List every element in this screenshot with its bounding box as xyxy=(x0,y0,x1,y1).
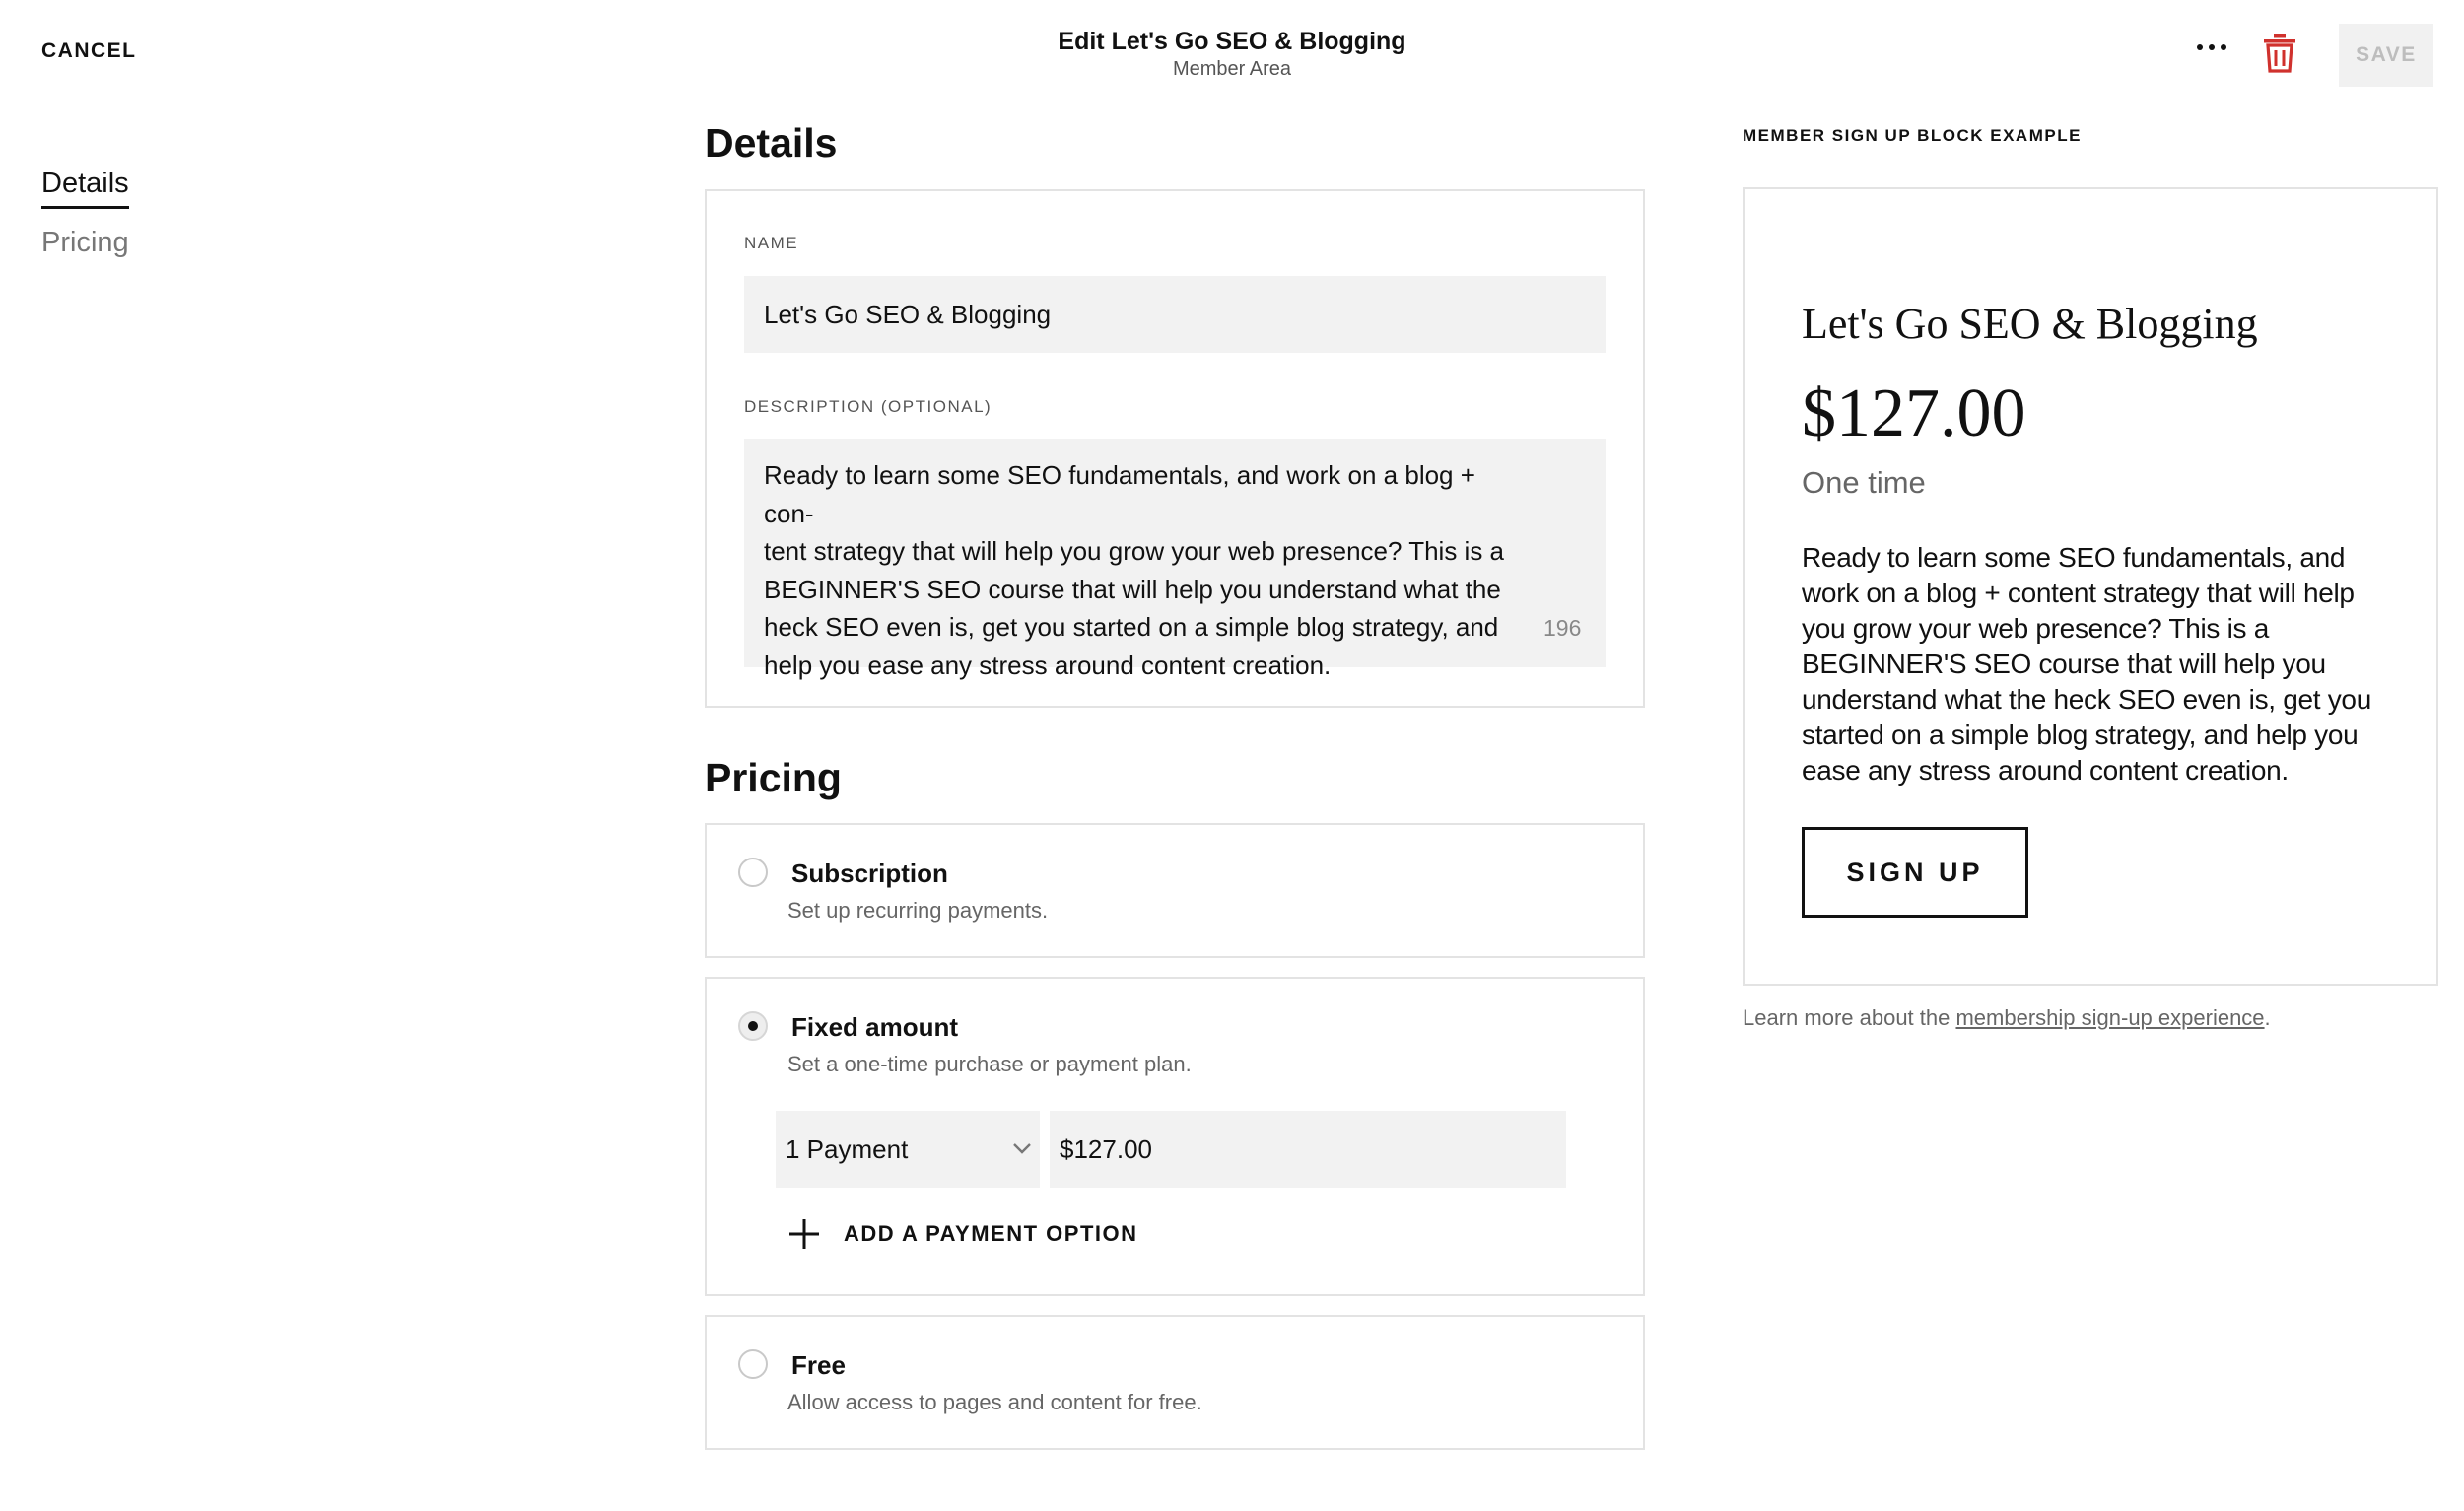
save-button[interactable]: SAVE xyxy=(2339,24,2433,87)
subscription-title: Subscription xyxy=(791,859,948,888)
details-heading: Details xyxy=(705,120,838,166)
pricing-heading: Pricing xyxy=(705,755,842,800)
chevron-down-icon xyxy=(1012,1141,1032,1155)
name-label: NAME xyxy=(744,234,799,252)
add-payment-option-button[interactable] xyxy=(787,1216,1138,1252)
learn-more-text xyxy=(1743,1005,2271,1031)
free-description: Allow access to pages and content for free. xyxy=(787,1390,1202,1414)
more-options-icon[interactable] xyxy=(2192,30,2231,65)
payment-amount-value: $127.00 xyxy=(1060,1133,1152,1164)
payment-amount-input[interactable] xyxy=(1050,1111,1566,1188)
payment-count-value: 1 Payment xyxy=(786,1133,909,1164)
page-title: Edit Let's Go SEO & Blogging xyxy=(1058,28,1406,55)
character-count: 196 xyxy=(1543,615,1582,641)
membership-signup-link[interactable]: membership sign-up experience xyxy=(1955,1005,2265,1030)
nav-item-details[interactable]: Details xyxy=(41,168,129,209)
add-payment-option-label: ADD A PAYMENT OPTION xyxy=(844,1221,1138,1246)
preview-title: Let's Go SEO & Blogging xyxy=(1802,300,2258,348)
description-text: Ready to learn some SEO fundamentals, and work on a blog + con- tent strategy that will help you grow your web presence? This is a BEGINNER'S SEO course that will help you understand what the heck SEO even is, get you started on a simple blog strategy, and help you ease any stress around content creation. xyxy=(764,460,1505,680)
free-radio[interactable] xyxy=(738,1349,768,1379)
preview-description: Ready to learn some SEO fundamentals, and work on a blog + content strategy that will help you grow your web presence? This is a BEGINNER'S SEO course that will help you understand what the heck SEO even is, get you started on a simple blog strategy, and help you ease any stress around content creation. xyxy=(1802,542,2371,786)
free-title: Free xyxy=(791,1350,846,1380)
nav-item-pricing[interactable]: Pricing xyxy=(41,227,129,258)
learn-more-suffix: . xyxy=(2264,1005,2271,1030)
subscription-description: Set up recurring payments. xyxy=(787,898,1049,923)
learn-more-prefix: Learn more about the xyxy=(1743,1005,1956,1030)
sign-up-button[interactable]: SIGN UP xyxy=(1802,827,2028,918)
fixed-amount-description: Set a one-time purchase or payment plan. xyxy=(787,1052,1192,1076)
preview-label: MEMBER SIGN UP BLOCK EXAMPLE xyxy=(1743,126,2082,145)
page-header xyxy=(0,26,2464,81)
preview-frequency: One time xyxy=(1802,465,1926,500)
description-label: DESCRIPTION (OPTIONAL) xyxy=(744,397,992,416)
preview-price: $127.00 xyxy=(1802,376,2026,451)
payment-count-select[interactable] xyxy=(776,1111,1040,1188)
description-textarea[interactable] xyxy=(744,439,1606,680)
fixed-amount-radio[interactable] xyxy=(738,1011,768,1041)
pricing-option-subscription[interactable] xyxy=(705,823,1645,958)
plus-icon xyxy=(787,1216,822,1252)
pricing-option-free[interactable] xyxy=(705,1315,1645,1450)
subscription-radio[interactable] xyxy=(738,858,768,887)
fixed-amount-title: Fixed amount xyxy=(791,1012,959,1042)
page-subtitle: Member Area xyxy=(1172,58,1292,80)
name-input[interactable]: Let's Go SEO & Blogging xyxy=(744,276,1606,353)
trash-icon[interactable] xyxy=(2263,34,2296,73)
cancel-button[interactable]: CANCEL xyxy=(41,39,137,62)
